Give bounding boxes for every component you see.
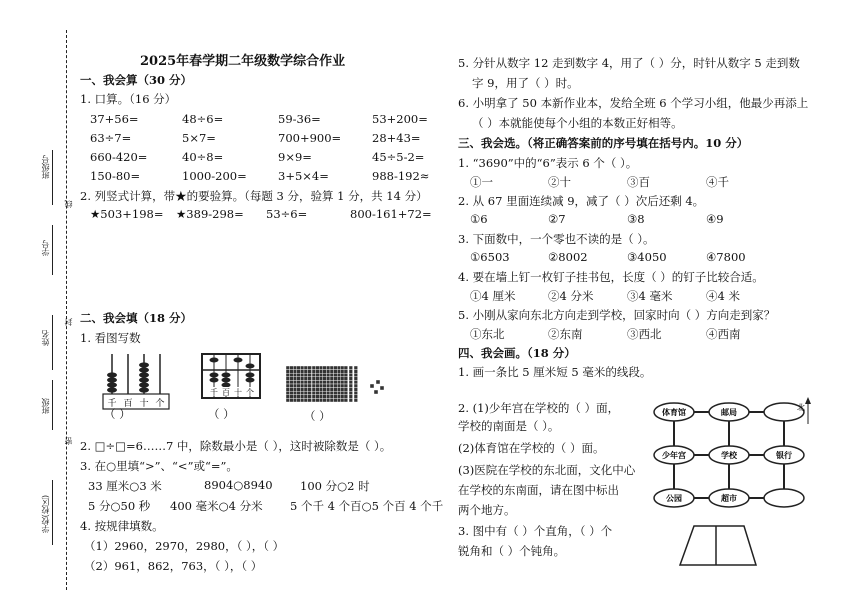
mc-option[interactable]: ④9 (706, 212, 724, 226)
hundred-block-cell (293, 370, 297, 374)
hundred-block-cell (330, 380, 334, 384)
hundred-block-cell (293, 395, 297, 399)
hundred-block-cell (304, 377, 308, 381)
hundred-block-cell (326, 373, 330, 377)
hundred-block-cell (337, 398, 341, 402)
hundred-block-cell (300, 370, 304, 374)
abacus-place-label: 百 (123, 399, 133, 409)
calc-item: 3+5×4= (278, 169, 329, 183)
hundred-block-cell (323, 395, 327, 399)
ten-bar-cell (354, 391, 358, 395)
hundred-block-cell (334, 377, 338, 381)
hundred-block-cell (293, 384, 297, 388)
abacus-2 (198, 352, 264, 402)
ten-bar-cell (349, 388, 353, 392)
hundred-block-cell (334, 388, 338, 392)
hundred-block-cell (326, 377, 330, 381)
base-ten-blocks (286, 366, 396, 408)
ten-bar-cell (349, 380, 353, 384)
answer-blank-3[interactable]: （ ） (304, 409, 331, 423)
ten-bar-cell (354, 377, 358, 381)
hundred-block-cell (304, 395, 308, 399)
side-label-class: 班级 (41, 398, 50, 414)
question-read-picture: 1. 看图写数 (80, 331, 141, 345)
hundred-block-cell (330, 395, 334, 399)
hundred-block-cell (323, 373, 327, 377)
question-draw-line: 1. 画一条比 5 厘米短 5 毫米的线段。 (458, 365, 652, 379)
mc-option[interactable]: ②7 (548, 212, 566, 226)
hundred-block-cell (290, 380, 294, 384)
calc-item: 150-80= (90, 169, 141, 183)
hundred-block-cell (316, 384, 320, 388)
hundred-block-cell (319, 380, 323, 384)
hundred-block-cell (323, 370, 327, 374)
hundred-block-cell (337, 370, 341, 374)
map-place-gym: 体育馆 (662, 408, 686, 417)
mc-option[interactable]: ①一 (470, 175, 493, 189)
question-map-line: 2. (1)少年宫在学校的（ ）面， (458, 401, 620, 415)
map-place-school: 学校 (721, 451, 737, 460)
hundred-block-cell (293, 398, 297, 402)
question-sequence: 4. 按规律填数。 (80, 519, 164, 533)
hundred-block-cell (308, 377, 312, 381)
mc-option[interactable]: ④西南 (706, 327, 741, 341)
hundred-block-cell (297, 377, 301, 381)
mc-option[interactable]: ③西北 (627, 327, 662, 341)
hundred-block-cell (290, 391, 294, 395)
hundred-block-cell (308, 388, 312, 392)
page-title: 2025年春学期二年级数学综合作业 (140, 54, 346, 69)
hundred-block-cell (286, 370, 290, 374)
question-map-line: 两个地方。 (458, 503, 516, 517)
section-4-heading: 四、我会画。（18 分） (458, 346, 576, 360)
hundred-block-cell (316, 377, 320, 381)
seal-char-seal: 封 (64, 318, 73, 326)
section-2-heading: 二、我会填（18 分） (80, 311, 193, 325)
hundred-block-cell (286, 395, 290, 399)
ten-bar-cell (349, 370, 353, 374)
hundred-block-cell (300, 395, 304, 399)
calc-item: 988-192≈ (372, 169, 430, 183)
hundred-block-cell (319, 370, 323, 374)
hundred-block-cell (316, 366, 320, 370)
location-map (642, 394, 817, 519)
ten-bar-cell (354, 366, 358, 370)
abacus-place-label: 个 (246, 388, 254, 397)
calc-item: 1000-200= (182, 169, 247, 183)
mc-option[interactable]: ③百 (627, 175, 650, 189)
hundred-block-cell (323, 384, 327, 388)
hundred-block-cell (316, 373, 320, 377)
hundred-block-cell (334, 398, 338, 402)
mc-question: 1. “3690”中的“6”表示 6 个（ ）。 (458, 156, 638, 170)
hundred-block-cell (293, 391, 297, 395)
hundred-block-cell (334, 395, 338, 399)
hundred-block-cell (308, 380, 312, 384)
ten-bar-cell (349, 366, 353, 370)
calc-item: 45÷5-2= (372, 150, 425, 164)
ten-bar-cell (344, 395, 348, 399)
ten-bar-cell (354, 398, 358, 402)
mc-option[interactable]: ①6503 (470, 250, 510, 264)
hundred-block-cell (304, 370, 308, 374)
hundred-block-cell (304, 380, 308, 384)
hundred-block-cell (330, 377, 334, 381)
ten-bar-cell (349, 384, 353, 388)
hundred-block-cell (312, 384, 316, 388)
mc-option[interactable]: ②8002 (548, 250, 588, 264)
hundred-block-cell (337, 384, 341, 388)
hundred-block-cell (326, 384, 330, 388)
question-map-line: 学校的南面是（ ）。 (458, 419, 560, 433)
map-place-park: 公园 (666, 494, 682, 503)
section-3-heading: 三、我会选。（将正确答案前的序号填在括号内。10 分） (458, 136, 749, 150)
mc-option[interactable]: ③8 (627, 212, 645, 226)
ten-bar-cell (349, 391, 353, 395)
hundred-block-cell (316, 380, 320, 384)
one-cube (370, 384, 374, 388)
ten-bar-cell (344, 384, 348, 388)
answer-blank-2[interactable]: （ ） (208, 407, 235, 421)
hundred-block-cell (286, 373, 290, 377)
calc-item: 59-36= (278, 112, 321, 126)
ten-bar-cell (354, 384, 358, 388)
mc-question: 2. 从 67 里面连续减 9，减了（ ）次后还剩 4。 (458, 194, 705, 208)
hundred-block-cell (334, 384, 338, 388)
abacus-1 (100, 352, 174, 414)
ten-bar-cell (349, 398, 353, 402)
ten-bar-cell (354, 370, 358, 374)
hundred-block-cell (290, 388, 294, 392)
question-notebooks: 6. 小明拿了 50 本新作业本，发给全班 6 个学习小组，他最少再添上 (458, 96, 809, 110)
hundred-block-cell (312, 377, 316, 381)
question-map-line: (3)医院在学校的东北面，文化中心 (458, 463, 636, 477)
hundred-block-cell (323, 388, 327, 392)
compare-item: 5 分○50 秒 (88, 499, 151, 513)
calc-item: 660-420= (90, 150, 148, 164)
angle-figure (672, 520, 762, 570)
hundred-block-cell (300, 380, 304, 384)
question-clock-cont: 字 9，用了（ ）时。 (472, 76, 579, 90)
hundred-block-cell (330, 373, 334, 377)
hundred-block-cell (308, 395, 312, 399)
abacus-place-label: 千 (107, 399, 117, 409)
hundred-block-cell (312, 398, 316, 402)
hundred-block-cell (334, 391, 338, 395)
hundred-block-cell (286, 380, 290, 384)
hundred-block-cell (297, 391, 301, 395)
mc-option[interactable]: ④千 (706, 175, 729, 189)
mc-option[interactable]: ②东南 (548, 327, 583, 341)
mc-option[interactable]: ④4 米 (706, 289, 740, 303)
hundred-block-cell (304, 391, 308, 395)
side-label-student-number: 学号 (41, 240, 50, 256)
side-underline (52, 315, 53, 370)
hundred-block-cell (316, 395, 320, 399)
hundred-block-cell (323, 398, 327, 402)
hundred-block-cell (308, 370, 312, 374)
hundred-block-cell (308, 391, 312, 395)
vertical-item: ★503+198= (90, 207, 164, 221)
mc-option[interactable]: ②十 (548, 175, 571, 189)
hundred-block-cell (293, 388, 297, 392)
section-1-heading: 一、我会算（30 分） (80, 73, 193, 87)
hundred-block-cell (297, 380, 301, 384)
hundred-block-cell (326, 388, 330, 392)
hundred-block-cell (316, 391, 320, 395)
calc-item: 48÷6= (182, 112, 224, 126)
hundred-block-cell (300, 391, 304, 395)
ten-bar-cell (344, 377, 348, 381)
mc-question: 3. 下面数中，一个零也不读的是（ ）。 (458, 232, 655, 246)
map-place-post-office: 邮局 (721, 408, 737, 417)
ten-bar-cell (344, 380, 348, 384)
side-underline (52, 380, 53, 430)
hundred-block-cell (337, 377, 341, 381)
hundred-block-cell (290, 384, 294, 388)
hundred-block-cell (300, 388, 304, 392)
question-notebooks-cont: （ ）本就能使每个小组的本数正好相等。 (472, 116, 683, 130)
hundred-block-cell (308, 373, 312, 377)
hundred-block-cell (319, 395, 323, 399)
mc-option[interactable]: ③4050 (627, 250, 667, 264)
hundred-block-cell (312, 388, 316, 392)
question-clock: 5. 分针从数字 12 走到数字 4，用了（ ）分，时针从数字 5 走到数 (458, 56, 800, 70)
hundred-block-cell (312, 366, 316, 370)
hundred-block-cell (312, 373, 316, 377)
hundred-block-cell (308, 366, 312, 370)
question-compare: 3. 在○里填“>”、“<”或“=”。 (80, 459, 238, 473)
hundred-block-cell (326, 380, 330, 384)
mc-option[interactable]: ③4 毫米 (627, 289, 673, 303)
side-label-class-number: 班级号 (41, 155, 50, 179)
hundred-block-cell (330, 384, 334, 388)
ten-bar-cell (344, 366, 348, 370)
ten-bar-cell (344, 373, 348, 377)
hundred-block-cell (290, 373, 294, 377)
hundred-block-cell (286, 377, 290, 381)
map-place-youth-palace: 少年宫 (662, 451, 686, 460)
hundred-block-cell (326, 398, 330, 402)
compare-item: 100 分○2 时 (300, 479, 370, 493)
mc-option[interactable]: ②4 分米 (548, 289, 594, 303)
hundred-block-cell (319, 366, 323, 370)
hundred-block-cell (312, 370, 316, 374)
hundred-block-cell (326, 366, 330, 370)
question-oral-calc: 1. 口算。（16 分） (80, 92, 177, 106)
hundred-block-cell (334, 380, 338, 384)
mc-option[interactable]: ①东北 (470, 327, 505, 341)
hundred-block-cell (304, 398, 308, 402)
hundred-block-cell (304, 384, 308, 388)
compare-item: 5 个千 4 个百○5 个百 4 个千 (290, 499, 444, 513)
hundred-block-cell (300, 377, 304, 381)
abacus-place-label: 千 (210, 388, 218, 397)
hundred-block-cell (337, 395, 341, 399)
question-vertical-calc: 2. 列竖式计算，带★的要验算。（每题 3 分，验算 1 分，共 14 分） (80, 189, 428, 203)
hundred-block-cell (308, 384, 312, 388)
mc-question: 4. 要在墙上钉一枚钉子挂书包，长度（ ）的钉子比较合适。 (458, 270, 764, 284)
hundred-block-cell (293, 380, 297, 384)
side-underline (52, 225, 53, 275)
hundred-block-cell (297, 366, 301, 370)
hundred-block-cell (286, 384, 290, 388)
hundred-block-cell (290, 370, 294, 374)
hundred-block-cell (290, 395, 294, 399)
vertical-item: 53÷6= (266, 207, 308, 221)
hundred-block-cell (290, 398, 294, 402)
abacus-place-label: 十 (234, 388, 242, 397)
one-cube (374, 390, 378, 394)
hundred-block-cell (297, 395, 301, 399)
calc-item: 700+900= (278, 131, 342, 145)
hundred-block-cell (312, 391, 316, 395)
calc-item: 53+200= (372, 112, 428, 126)
hundred-block-cell (304, 373, 308, 377)
ten-bar-cell (354, 388, 358, 392)
one-cube (380, 386, 384, 390)
hundred-block-cell (330, 366, 334, 370)
ten-bar-cell (344, 391, 348, 395)
calc-item: 37+56= (90, 112, 139, 126)
north-label: 北 (797, 403, 805, 412)
hundred-block-cell (323, 366, 327, 370)
hundred-block-cell (334, 370, 338, 374)
hundred-block-cell (334, 366, 338, 370)
hundred-block-cell (297, 370, 301, 374)
hundred-block-cell (304, 388, 308, 392)
hundred-block-cell (316, 370, 320, 374)
hundred-block-cell (293, 377, 297, 381)
question-division-fill: 2. □÷□=6……7 中，除数最小是（ ），这时被除数是（ ）。 (80, 439, 392, 453)
mc-option[interactable]: ①4 厘米 (470, 289, 516, 303)
hundred-block-cell (308, 398, 312, 402)
side-label-school: 学校(校区) (41, 495, 50, 534)
hundred-block-cell (337, 380, 341, 384)
sequence-item: （2）961，862，763，（ ），（ ） (84, 559, 263, 573)
question-angles: 3. 图中有（ ）个直角，（ ）个 (458, 524, 613, 538)
side-label-name: 姓名 (41, 330, 50, 346)
hundred-block-cell (300, 373, 304, 377)
hundred-block-cell (326, 370, 330, 374)
hundred-block-cell (330, 398, 334, 402)
ten-bar-cell (344, 388, 348, 392)
question-map-line: 在学校的东南面，请在图中标出 (458, 483, 619, 497)
hundred-block-cell (323, 391, 327, 395)
vertical-item: 800-161+72= (350, 207, 432, 221)
hundred-block-cell (337, 388, 341, 392)
hundred-block-cell (290, 377, 294, 381)
hundred-block-cell (286, 388, 290, 392)
hundred-block-cell (330, 388, 334, 392)
hundred-block-cell (286, 366, 290, 370)
hundred-block-cell (323, 377, 327, 381)
mc-option[interactable]: ①6 (470, 212, 488, 226)
hundred-block-cell (297, 373, 301, 377)
map-place-bank: 银行 (776, 451, 792, 460)
hundred-block-cell (316, 388, 320, 392)
hundred-block-cell (293, 366, 297, 370)
calc-item: 9×9= (278, 150, 312, 164)
seal-char-line: 线 (64, 200, 73, 208)
abacus-place-label: 个 (155, 399, 165, 409)
sequence-item: （1）2960，2970，2980，（ ），（ ） (84, 539, 285, 553)
map-place-supermarket: 超市 (721, 494, 737, 503)
hundred-block-cell (337, 391, 341, 395)
answer-blank-1[interactable]: （ ） (104, 407, 131, 421)
hundred-block-cell (319, 388, 323, 392)
vertical-item: ★389-298= (176, 207, 244, 221)
mc-option[interactable]: ④7800 (706, 250, 746, 264)
calc-item: 63÷7= (90, 131, 132, 145)
hundred-block-cell (334, 373, 338, 377)
ten-bar-cell (354, 395, 358, 399)
compare-item: 33 厘米○3 米 (88, 479, 162, 493)
hundred-block-cell (297, 398, 301, 402)
hundred-block-cell (326, 391, 330, 395)
compare-item: 400 毫米○4 分米 (170, 499, 263, 513)
hundred-block-cell (319, 398, 323, 402)
ten-bar-cell (349, 373, 353, 377)
ten-bar-cell (354, 380, 358, 384)
hundred-block-cell (319, 384, 323, 388)
seal-char-secret: 密 (64, 437, 73, 445)
hundred-block-cell (297, 388, 301, 392)
hundred-block-cell (304, 366, 308, 370)
question-map-line: (2)体育馆在学校的（ ）面。 (458, 441, 605, 455)
hundred-block-cell (312, 395, 316, 399)
hundred-block-cell (319, 373, 323, 377)
hundred-block-cell (286, 391, 290, 395)
hundred-block-cell (300, 366, 304, 370)
hundred-block-cell (337, 366, 341, 370)
hundred-block-cell (300, 384, 304, 388)
calc-item: 40÷8= (182, 150, 224, 164)
hundred-block-cell (290, 366, 294, 370)
ten-bar-cell (354, 373, 358, 377)
ten-bar-cell (344, 370, 348, 374)
abacus-place-label: 十 (139, 399, 149, 409)
hundred-block-cell (323, 380, 327, 384)
hundred-block-cell (319, 377, 323, 381)
hundred-block-cell (319, 391, 323, 395)
hundred-block-cell (297, 384, 301, 388)
ten-bar-cell (349, 377, 353, 381)
hundred-block-cell (300, 398, 304, 402)
hundred-block-cell (293, 373, 297, 377)
hundred-block-cell (337, 373, 341, 377)
hundred-block-cell (286, 398, 290, 402)
calc-item: 28+43= (372, 131, 421, 145)
abacus-place-label: 百 (222, 388, 230, 397)
mc-question: 5. 小刚从家向东北方向走到学校，回家时向（ ）方向走到家？ (458, 308, 776, 322)
ten-bar-cell (344, 398, 348, 402)
calc-item: 5×7= (182, 131, 216, 145)
binding-line (66, 30, 67, 590)
hundred-block-cell (330, 370, 334, 374)
side-underline (52, 150, 53, 205)
compare-item: 8904○8940 (204, 478, 273, 492)
hundred-block-cell (330, 391, 334, 395)
ten-bar-cell (349, 395, 353, 399)
hundred-block-cell (312, 380, 316, 384)
question-angles-cont: 锐角和（ ）个钝角。 (458, 544, 566, 558)
hundred-block-cell (316, 398, 320, 402)
hundred-block-cell (326, 395, 330, 399)
side-underline (52, 480, 53, 545)
one-cube (376, 380, 380, 384)
